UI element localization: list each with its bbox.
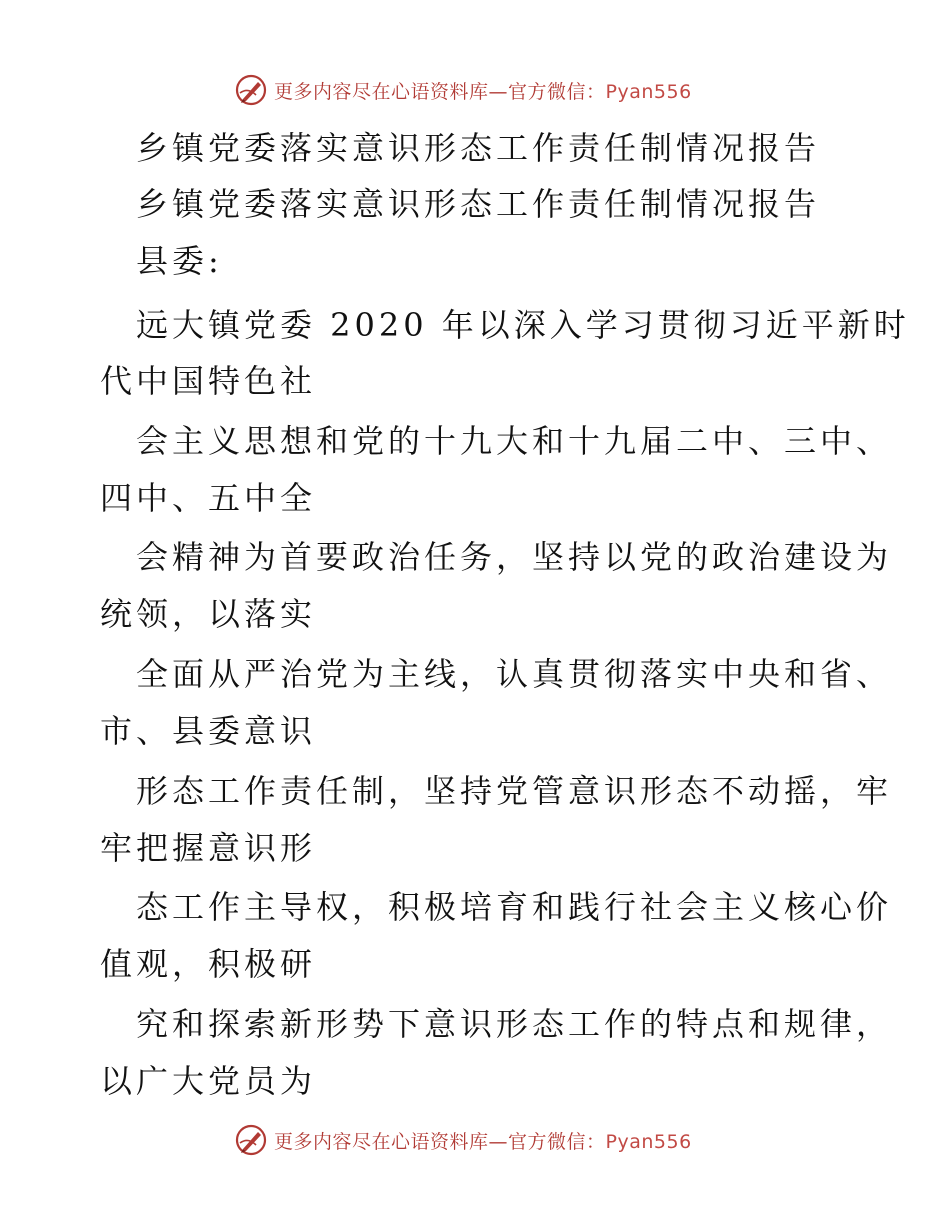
doc-title-repeat: 乡镇党委落实意识形态工作责任制情况报告: [136, 185, 821, 223]
doc-paragraph-line: 四中、五中全: [100, 479, 317, 517]
doc-paragraph-line: 全面从严治党为主线，认真贯彻落实中央和省、: [136, 655, 893, 693]
doc-salutation: 县委:: [136, 242, 223, 280]
doc-paragraph-line: 以广大党员为: [100, 1062, 317, 1100]
doc-paragraph-line: 市、县委意识: [100, 712, 317, 750]
watermark-label: 更多内容尽在心语资料库—官方微信：: [274, 1130, 606, 1153]
doc-title: 乡镇党委落实意识形态工作责任制情况报告: [136, 129, 821, 167]
doc-paragraph-line: 牢把握意识形: [100, 829, 317, 867]
doc-paragraph-line: 代中国特色社: [100, 362, 317, 400]
pen-logo-icon: [234, 73, 268, 107]
wechat-id: Pyan556: [605, 1130, 692, 1153]
doc-paragraph-line: 会精神为首要政治任务，坚持以党的政治建设为: [136, 538, 893, 576]
footer-watermark: [234, 1122, 692, 1158]
doc-paragraph-line: 形态工作责任制，坚持党管意识形态不动摇，牢: [136, 772, 893, 810]
watermark-text: [274, 77, 692, 104]
pen-logo-icon: [234, 1123, 268, 1157]
watermark-label: 更多内容尽在心语资料库—官方微信：: [274, 80, 606, 103]
wechat-id: Pyan556: [605, 80, 692, 103]
doc-paragraph-line: 远大镇党委 2020 年以深入学习贯彻习近平新时: [136, 306, 910, 344]
header-watermark: [234, 72, 692, 108]
doc-paragraph-line: 究和探索新形势下意识形态工作的特点和规律，: [136, 1005, 893, 1043]
doc-paragraph-line: 统领，以落实: [100, 595, 317, 633]
doc-paragraph-line: 值观，积极研: [100, 945, 317, 983]
doc-paragraph-line: 态工作主导权，积极培育和践行社会主义核心价: [136, 888, 893, 926]
watermark-text: [274, 1127, 692, 1154]
doc-paragraph-line: 会主义思想和党的十九大和十九届二中、三中、: [136, 422, 893, 460]
